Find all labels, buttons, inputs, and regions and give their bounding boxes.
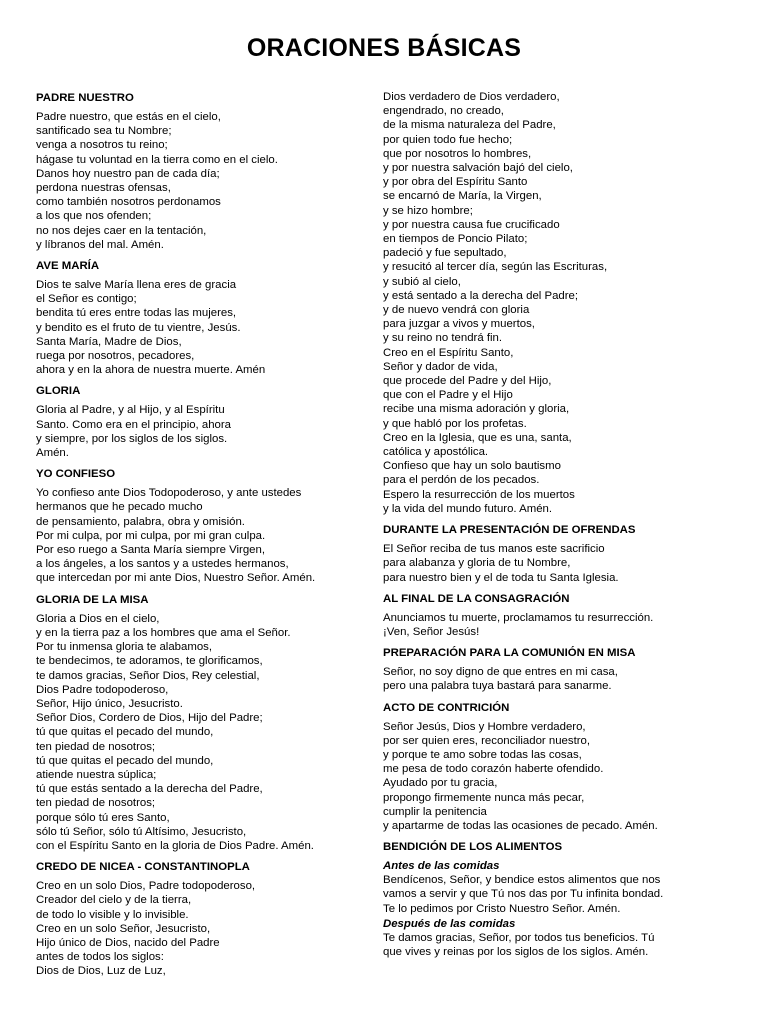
prayer-section-yo-confieso	[36, 467, 366, 585]
prayer-line: porque sólo tú eres Santo,	[36, 811, 170, 824]
prayer-line: y bendito es el fruto de tu vientre, Jesús.	[36, 321, 241, 334]
prayer-line: vamos a servir y que Tú nos das por Tu infinita bondad.	[383, 888, 664, 901]
prayer-line: hermanos que he pecado mucho	[36, 501, 203, 514]
prayer-line: y por nuestra salvación bajó del cielo,	[383, 162, 573, 175]
prayer-line: me pesa de todo corazón haberte ofendido.	[383, 763, 604, 776]
prayer-line: no nos dejes caer en la tentación,	[36, 224, 207, 237]
prayer-line: para juzgar a vivos y muertos,	[383, 318, 535, 331]
prayer-line: Dios te salve María llena eres de gracia	[36, 279, 237, 292]
prayer-line: Te lo pedimos por Cristo Nuestro Señor. Amén.	[383, 902, 621, 915]
prayer-line: como también nosotros perdonamos	[36, 196, 221, 209]
prayer-section-gloria	[36, 384, 366, 460]
prayer-line: y siempre, por los siglos de los siglos.	[36, 432, 228, 445]
prayer-section-ave-maria	[36, 259, 366, 377]
prayer-line: Creo en la Iglesia, que es una, santa,	[383, 431, 572, 444]
prayer-section-durante-la-presentacion-de-ofrendas	[383, 523, 733, 585]
prayer-line: por quien todo fue hecho;	[383, 133, 513, 146]
right-column	[383, 90, 733, 959]
prayer-line: de pensamiento, palabra, obra y omisión.	[36, 515, 245, 528]
left-column	[36, 88, 366, 979]
prayer-line: de todo lo visible y lo invisible.	[36, 908, 189, 921]
prayer-line: tú que estás sentado a la derecha del Padre,	[36, 783, 263, 796]
prayer-line: santificado sea tu Nombre;	[36, 125, 172, 138]
prayer-line: tú que quitas el pecado del mundo,	[36, 726, 214, 739]
prayer-line: ruega por nosotros, pecadores,	[36, 350, 195, 363]
section-heading: PREPARACIÓN PARA LA COMUNIÓN EN MISA	[383, 647, 636, 660]
prayer-line: de la misma naturaleza del Padre,	[383, 119, 556, 132]
prayer-line: bendita tú eres entre todas las mujeres,	[36, 307, 237, 320]
prayer-line: y está sentado a la derecha del Padre;	[383, 289, 579, 302]
prayer-line: para nuestro bien y el de toda tu Santa Iglesia.	[383, 571, 619, 584]
prayer-line: y subió al cielo,	[383, 275, 461, 288]
prayer-line: ahora y en la ahora de nuestra muerte. Amén	[36, 364, 266, 377]
section-heading: GLORIA	[36, 385, 81, 398]
prayer-section-preparacion-para-la-comunion-en-misa	[383, 646, 733, 693]
prayer-line: que procede del Padre y del Hijo,	[383, 375, 552, 388]
prayer-line: Dios Padre todopoderoso,	[36, 683, 169, 696]
prayer-section-gloria-de-la-misa	[36, 593, 366, 853]
prayer-line: Santa María, Madre de Dios,	[36, 335, 182, 348]
section-subheading: Después de las comidas	[383, 917, 516, 930]
prayer-line: y de nuevo vendrá con gloria	[383, 304, 530, 317]
prayer-line: por ser quien eres, reconciliador nuestro,	[383, 734, 591, 747]
prayer-line: Gloria al Padre, y al Hijo, y al Espíritu	[36, 404, 225, 417]
prayer-line: y se hizo hombre;	[383, 204, 473, 217]
prayer-section-credo-de-nicea-constantinopla	[36, 860, 366, 978]
section-heading: PADRE NUESTRO	[36, 92, 134, 104]
prayer-section-despues-de-las-comidas	[383, 917, 733, 959]
section-heading: YO CONFIESO	[36, 468, 116, 481]
prayer-line: te bendecimos, te adoramos, te glorificamos,	[36, 655, 263, 668]
prayer-line: Por mi culpa, por mi culpa, por mi gran culpa.	[36, 529, 266, 542]
prayer-line: y que habló por los profetas.	[383, 417, 527, 430]
prayer-line: con el Espíritu Santo en la gloria de Dios Padre. Amén.	[36, 839, 314, 852]
prayer-line: recibe una misma adoración y gloria,	[383, 403, 570, 416]
prayer-line: católica y apostólica.	[383, 446, 489, 459]
prayer-line: Padre nuestro, que estás en el cielo,	[36, 111, 221, 123]
prayer-line: y la vida del mundo futuro. Amén.	[383, 502, 553, 515]
prayer-section-continuacion	[383, 90, 733, 516]
prayer-line: Creo en un solo Señor, Jesucristo,	[36, 922, 211, 935]
prayer-line: Anunciamos tu muerte, proclamamos tu resurrección.	[383, 611, 654, 624]
prayer-line: Te damos gracias, Señor, por todos tus beneficios. Tú	[383, 931, 655, 944]
prayer-line: Ayudado por tu gracia,	[383, 777, 498, 790]
prayer-line: tú que quitas el pecado del mundo,	[36, 754, 214, 767]
prayer-line: se encarnó de María, la Virgen,	[383, 190, 542, 203]
prayer-line: El Señor reciba de tus manos este sacrificio	[383, 543, 605, 556]
prayer-line: y su reino no tendrá fin.	[383, 332, 503, 345]
prayer-line: Señor, Hijo único, Jesucristo.	[36, 697, 183, 710]
prayer-line: y líbranos del mal. Amén.	[36, 238, 164, 251]
prayer-line: perdona nuestras ofensas,	[36, 182, 171, 195]
prayer-line: Danos hoy nuestro pan de cada día;	[36, 167, 220, 180]
prayer-line: Espero la resurrección de los muertos	[383, 488, 575, 501]
prayer-section-bendicion-de-los-alimentos	[383, 840, 733, 854]
prayer-line: te damos gracias, Señor Dios, Rey celestial,	[36, 669, 260, 682]
prayer-line: para el perdón de los pecados.	[383, 474, 540, 487]
prayer-line: Señor, no soy digno de que entres en mi casa,	[383, 666, 618, 679]
section-heading: ACTO DE CONTRICIÓN	[383, 701, 510, 714]
section-heading: DURANTE LA PRESENTACIÓN DE OFRENDAS	[383, 524, 636, 537]
prayer-line: Creo en un solo Dios, Padre todopoderoso,	[36, 880, 256, 893]
prayer-line: Confieso que hay un solo bautismo	[383, 460, 561, 473]
prayer-line: en tiempos de Poncio Pilato;	[383, 233, 528, 246]
section-heading: CREDO DE NICEA - CONSTANTINOPLA	[36, 861, 250, 874]
prayer-line: antes de todos los siglos:	[36, 951, 164, 964]
prayer-section-antes-de-las-comidas	[383, 859, 733, 916]
prayer-line: Dios verdadero de Dios verdadero,	[383, 91, 560, 103]
page-title: ORACIONES BÁSICAS	[246, 34, 522, 62]
prayer-line: pero una palabra tuya bastará para sanarme.	[383, 680, 612, 693]
prayer-line: que con el Padre y el Hijo	[383, 389, 513, 402]
section-heading: GLORIA DE LA MISA	[36, 593, 149, 606]
prayer-line: cumplir la penitencia	[383, 805, 487, 818]
prayer-line: padeció y fue sepultado,	[383, 247, 507, 260]
prayer-line: que por nosotros lo hombres,	[383, 147, 532, 160]
prayer-section-padre-nuestro	[36, 91, 366, 252]
prayer-line: Señor Dios, Cordero de Dios, Hijo del Padre;	[36, 712, 263, 725]
prayer-line: engendrado, no creado,	[383, 105, 504, 118]
prayer-line: Señor y dador de vida,	[383, 360, 498, 373]
prayer-line: que intercedan por mi ante Dios, Nuestro Señor. Amén.	[36, 572, 316, 585]
section-subheading: Antes de las comidas	[383, 860, 500, 873]
prayer-line: y por obra del Espíritu Santo	[383, 176, 528, 189]
prayer-line: venga a nosotros tu reino;	[36, 139, 168, 152]
prayer-line: que vives y reinas por los siglos de los siglos. Amén.	[383, 945, 649, 958]
prayer-line: el Señor es contigo;	[36, 293, 137, 306]
prayer-line: propongo firmemente nunca más pecar,	[383, 791, 585, 804]
prayer-line: Santo. Como era en el principio, ahora	[36, 418, 232, 431]
prayer-line: ¡Ven, Señor Jesús!	[383, 625, 480, 638]
prayer-line: Por eso ruego a Santa María siempre Virgen,	[36, 544, 265, 557]
prayer-line: sólo tú Señor, sólo tú Altísimo, Jesucristo,	[36, 825, 247, 838]
prayer-line: a los que nos ofenden;	[36, 210, 152, 223]
prayer-line: Señor Jesús, Dios y Hombre verdadero,	[383, 720, 586, 733]
prayer-line: y resucitó al tercer día, según las Escrituras,	[383, 261, 608, 274]
prayer-line: ten piedad de nosotros;	[36, 797, 156, 810]
prayer-line: Dios de Dios, Luz de Luz,	[36, 965, 166, 978]
section-heading: AL FINAL DE LA CONSAGRACIÓN	[383, 592, 570, 605]
prayer-line: atiende nuestra súplica;	[36, 768, 157, 781]
prayer-line: Amén.	[36, 447, 69, 460]
prayer-line: Creador del cielo y de la tierra,	[36, 894, 192, 907]
section-heading: AVE MARÍA	[36, 260, 100, 273]
prayer-line: Hijo único de Dios, nacido del Padre	[36, 936, 220, 949]
prayer-section-al-final-de-la-consagracion	[383, 592, 733, 639]
section-heading: BENDICIÓN DE LOS ALIMENTOS	[383, 841, 563, 854]
prayer-line: a los ángeles, a los santos y a ustedes hermanos,	[36, 558, 289, 571]
prayer-line: y por nuestra causa fue crucificado	[383, 218, 560, 231]
prayer-line: y porque te amo sobre todas las cosas,	[383, 748, 582, 761]
prayer-line: Bendícenos, Señor, y bendice estos alimentos que nos	[383, 874, 661, 887]
prayer-line: Por tu inmensa gloria te alabamos,	[36, 641, 213, 654]
prayer-section-acto-de-contricion	[383, 701, 733, 834]
prayer-line: Creo en el Espíritu Santo,	[383, 346, 514, 359]
prayer-line: hágase tu voluntad en la tierra como en el cielo.	[36, 153, 278, 166]
prayer-line: Gloria a Dios en el cielo,	[36, 612, 160, 625]
prayer-line: para alabanza y gloria de tu Nombre,	[383, 557, 571, 570]
prayer-line: ten piedad de nosotros;	[36, 740, 156, 753]
prayer-line: y en la tierra paz a los hombres que ama el Señor.	[36, 626, 291, 639]
prayer-line: Yo confieso ante Dios Todopoderoso, y ante ustedes	[36, 487, 302, 500]
prayer-line: y apartarme de todas las ocasiones de pecado. Amén.	[383, 819, 658, 832]
